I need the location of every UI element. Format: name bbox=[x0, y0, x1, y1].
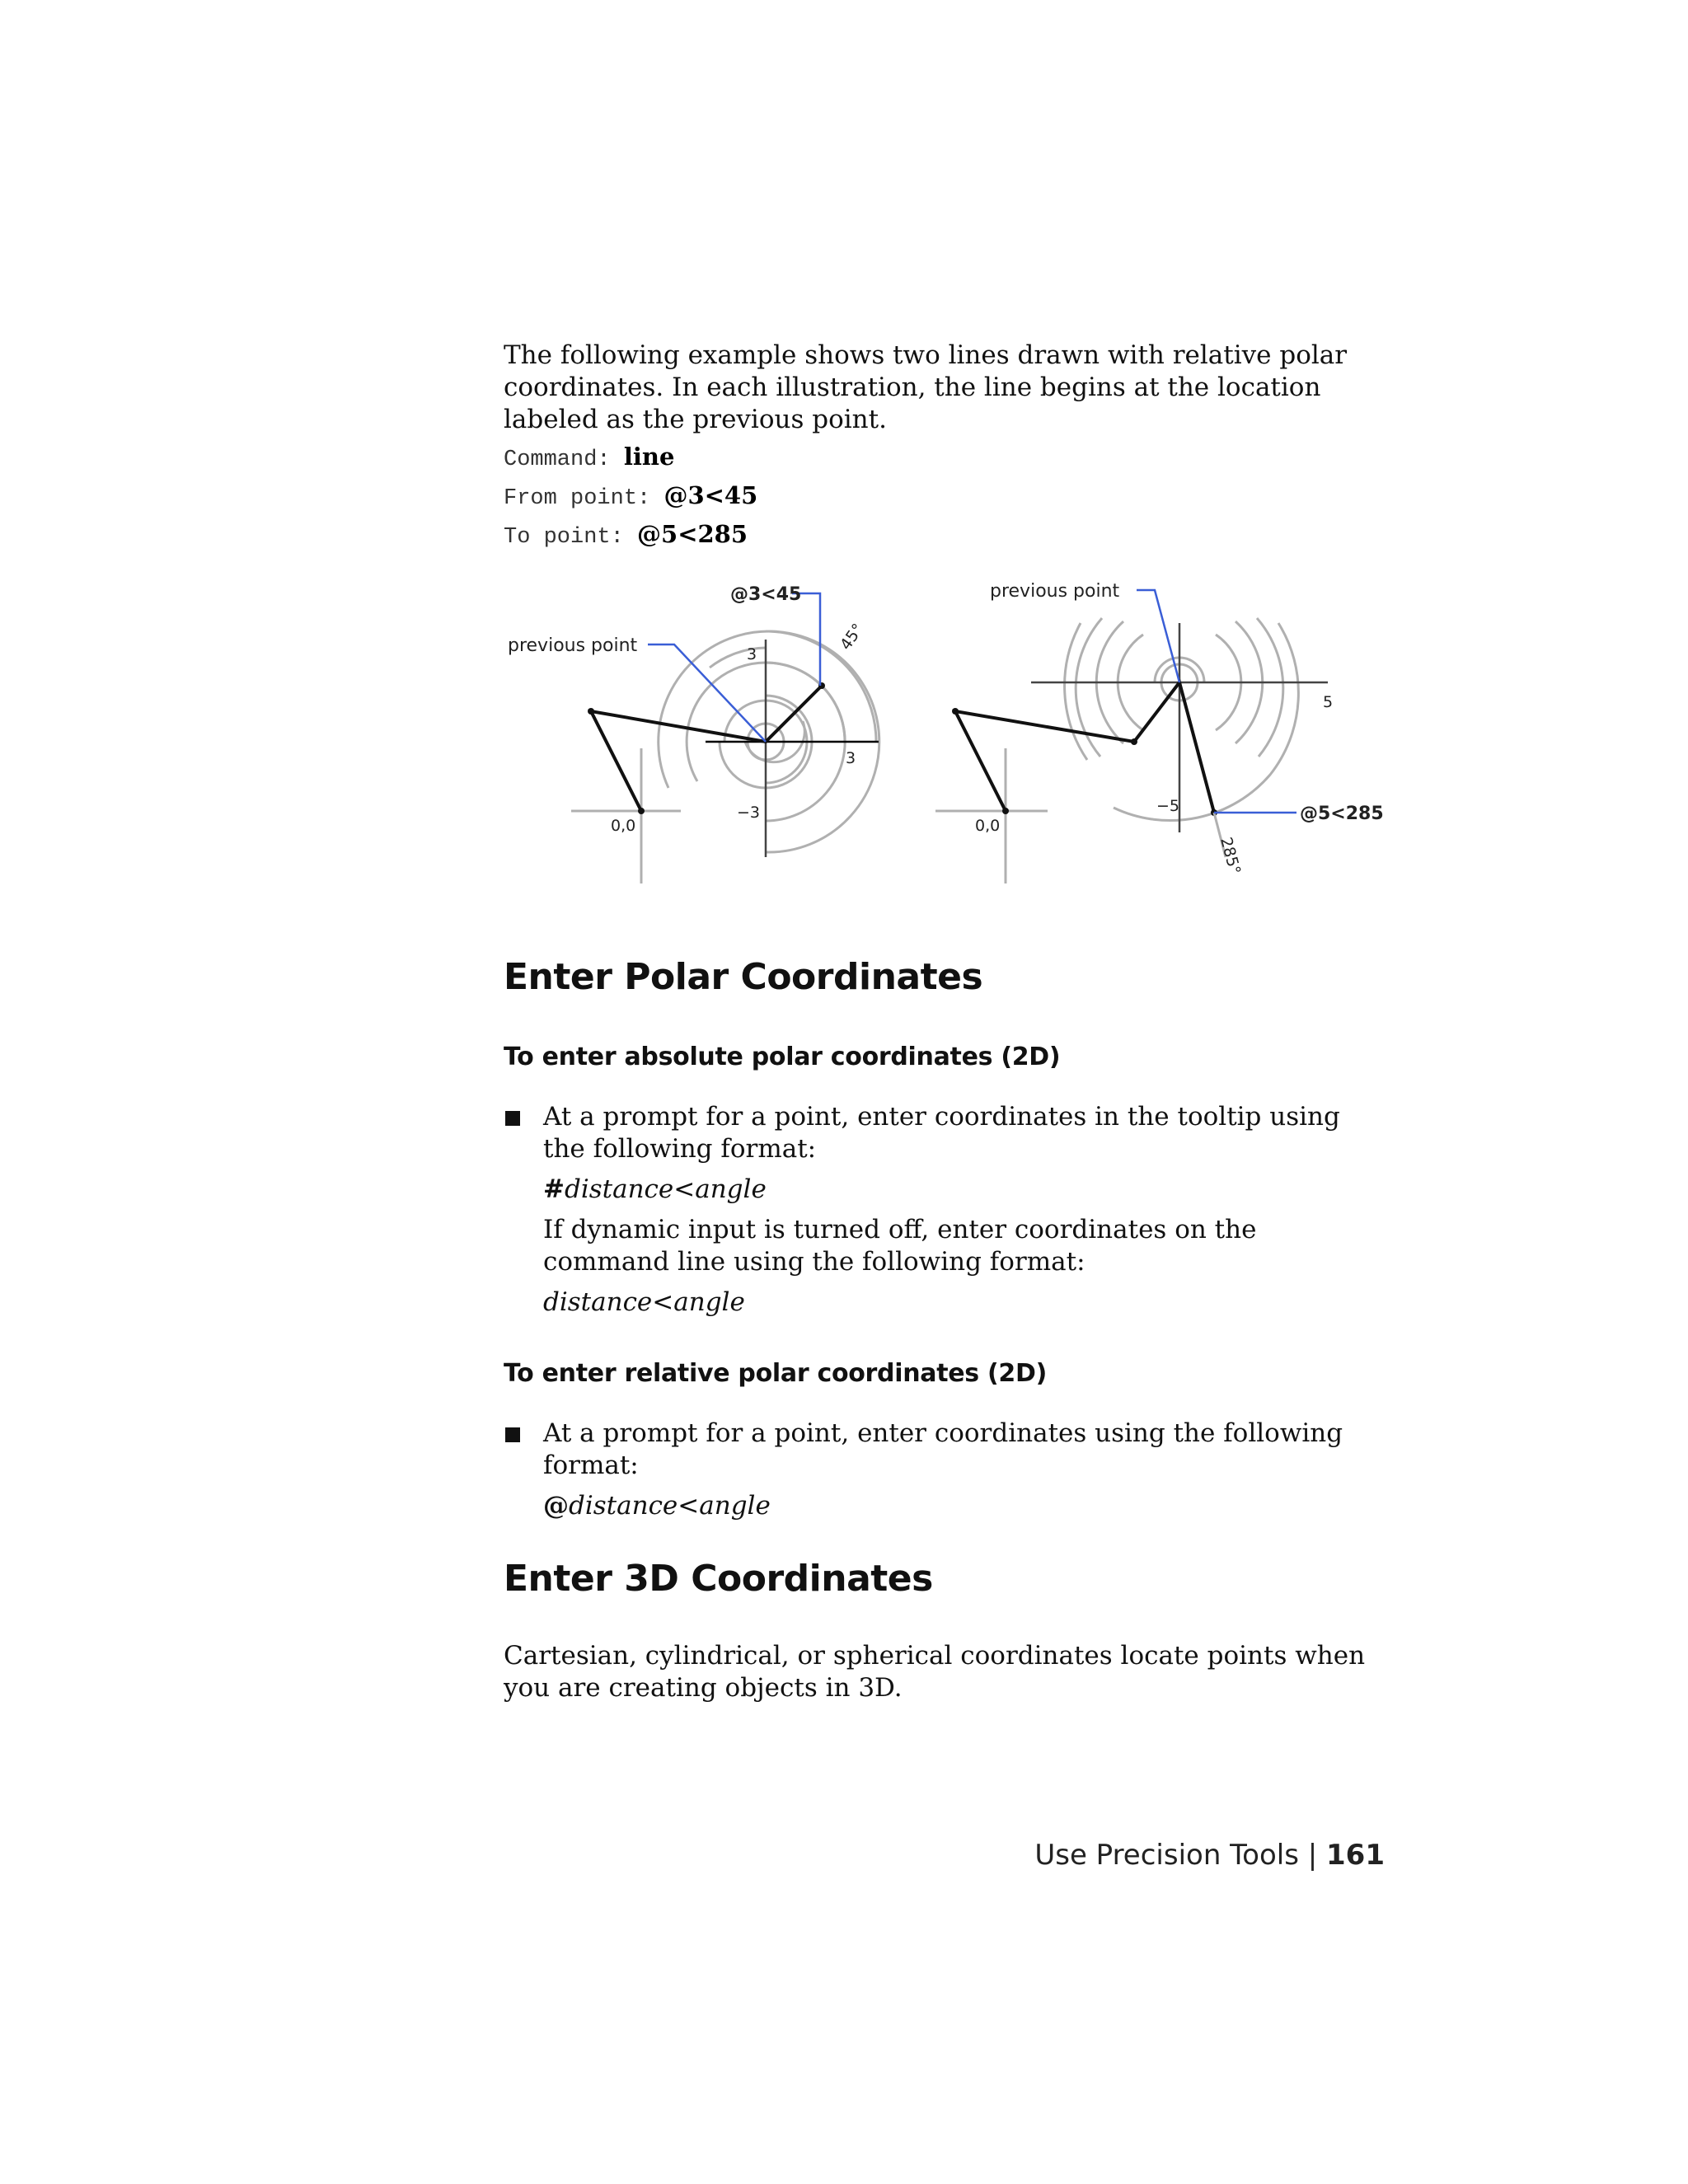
bullet-square-icon bbox=[505, 1111, 520, 1126]
list-item bbox=[504, 1101, 1386, 1165]
format-example bbox=[504, 1490, 1386, 1522]
intro-paragraph: The following example shows two lines drawn with relative polar coordinates. In each illustration, the line begins at the location labeled as the previous point. bbox=[504, 340, 1348, 434]
page-number: 161 bbox=[1326, 1839, 1385, 1872]
tick-label-neg5: −5 bbox=[1156, 797, 1180, 815]
footer-chapter: Use Precision Tools | bbox=[1034, 1839, 1327, 1872]
tick-label-neg3: −3 bbox=[737, 804, 761, 822]
bullet-text: At a prompt for a point, enter coordinates in the tooltip using the following format: bbox=[543, 1102, 1340, 1164]
command-line-1 bbox=[504, 439, 1386, 478]
format-text: distance<angle bbox=[564, 1174, 767, 1204]
command-prompt: From point: bbox=[504, 486, 664, 511]
previous-point-label: previous point bbox=[508, 635, 638, 656]
origin-label: 0,0 bbox=[975, 817, 1001, 835]
previous-point-label: previous point bbox=[990, 581, 1120, 602]
left-illustration bbox=[508, 584, 879, 883]
origin-label: 0,0 bbox=[611, 817, 636, 835]
vertex-point-marker bbox=[588, 708, 594, 715]
format-symbol: # bbox=[543, 1174, 565, 1204]
vertex-point-marker bbox=[1131, 738, 1137, 745]
polar-arcs bbox=[1065, 618, 1299, 821]
bullet-square-icon bbox=[505, 1427, 520, 1442]
angle-label: 45° bbox=[837, 620, 868, 654]
intro-section bbox=[504, 340, 1386, 555]
dynamic-input-note: If dynamic input is turned off, enter coordinates on the command line using the following format: bbox=[543, 1215, 1257, 1277]
command-prompt: To point: bbox=[504, 525, 638, 550]
tick-label-3-right: 3 bbox=[846, 749, 856, 767]
drawn-line-path bbox=[591, 686, 822, 811]
section-heading-3d: Enter 3D Coordinates bbox=[504, 1558, 933, 1600]
subheading-relative-polar: To enter relative polar coordinates (2D) bbox=[504, 1359, 1048, 1388]
figure-svg bbox=[504, 577, 1386, 890]
tick-label-5: 5 bbox=[1323, 693, 1334, 711]
command-prompt: Command: bbox=[504, 448, 624, 472]
command-line-2 bbox=[504, 478, 1386, 517]
angle-label: 285° bbox=[1217, 835, 1245, 877]
tick-label-3-top: 3 bbox=[747, 645, 757, 663]
right-illustration bbox=[935, 581, 1384, 883]
section-heading-polar: Enter Polar Coordinates bbox=[504, 956, 983, 998]
format-example bbox=[504, 1174, 1386, 1206]
drawn-line-path bbox=[955, 682, 1214, 813]
relative-polar-steps bbox=[504, 1418, 1386, 1522]
bullet-text: At a prompt for a point, enter coordinates using the following format: bbox=[543, 1418, 1343, 1480]
polar-coordinates-figure bbox=[504, 577, 1386, 890]
section-3d-paragraph: Cartesian, cylindrical, or spherical coordinates locate points when you are creating objects in 3D. bbox=[504, 1641, 1366, 1703]
list-item bbox=[504, 1418, 1386, 1482]
format-example-2: distance<angle bbox=[543, 1287, 745, 1317]
vertex-point-marker bbox=[952, 708, 959, 715]
format-text: distance<angle bbox=[569, 1491, 771, 1521]
subheading-absolute-polar: To enter absolute polar coordinates (2D) bbox=[504, 1043, 1061, 1071]
target-point-label: @5<285 bbox=[1300, 804, 1384, 824]
target-point-label: @3<45 bbox=[730, 584, 802, 605]
command-input: @3<45 bbox=[663, 481, 758, 509]
format-symbol: @ bbox=[543, 1491, 569, 1521]
command-line-3 bbox=[504, 517, 1386, 555]
command-input: line bbox=[623, 443, 675, 471]
absolute-polar-steps bbox=[504, 1101, 1386, 1319]
page-footer bbox=[1034, 1838, 1385, 1872]
command-input: @5<285 bbox=[637, 520, 748, 548]
origin-point-marker bbox=[1002, 808, 1009, 814]
origin-point-marker bbox=[638, 808, 645, 814]
